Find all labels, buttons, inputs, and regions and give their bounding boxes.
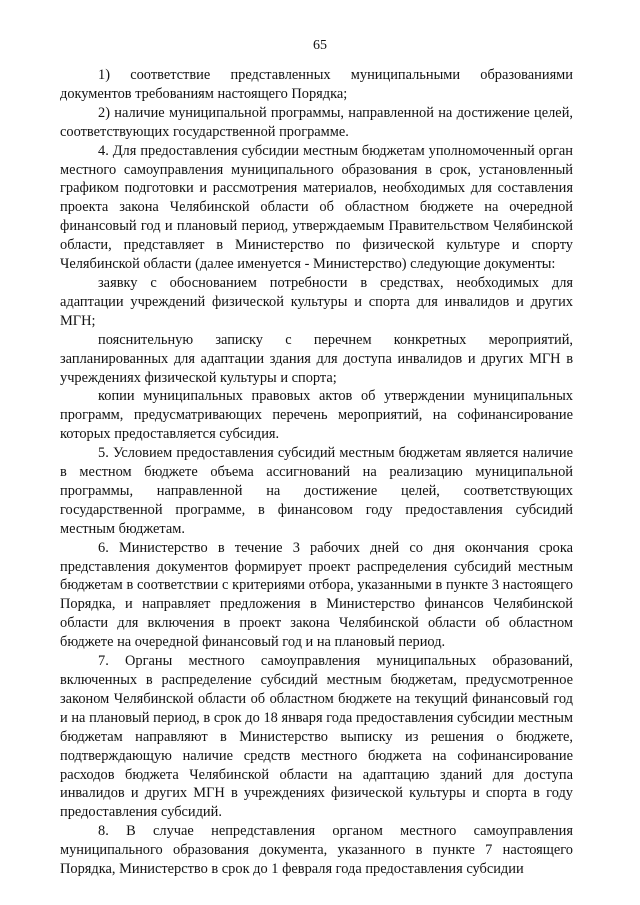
paragraph-clause-4: 4. Для предоставления субсидии местным бюджетам уполномоченный орган местного самоуправления муниципального образования в срок, установленный графиком подготовки и рассмотрения материалов, необходимых для составления проекта закона Челябинской области об областном бюджете на очередной финансовый год и плановый период, утверждаемым Правительством Челябинской области, представляет в Министерство по физической культуре и спорту Челябинской области (далее именуется - Министерство) следующие документы: bbox=[60, 142, 573, 273]
paragraph-item-1: 1) соответствие представленных муниципальными образованиями документов требованиям настоящего Порядка; bbox=[60, 67, 573, 102]
paragraph-document-application: заявку с обоснованием потребности в средствах, необходимых для адаптации учреждений физической культуры и спорта для инвалидов и других МГН; bbox=[60, 274, 573, 329]
paragraph-clause-5: 5. Условием предоставления субсидий местным бюджетам является наличие в местном бюджете объема ассигнований на реализацию муниципальной программы, направленной на достижение целей, соответствующих государственной программе, в финансовом году предоставления субсидий местным бюджетам. bbox=[60, 445, 573, 537]
paragraph-clause-6: 6. Министерство в течение 3 рабочих дней со дня окончания срока представления документов формирует проект распределения субсидий местным бюджетам в соответствии с критериями отбора, указанными в пункте 3 настоящего Порядка, и направляет предложения в Министерство финансов Челябинской области для включения в проект закона Челябинской области об областном бюджете на очередной финансовый год и на плановый период. bbox=[60, 539, 573, 651]
paragraph-item-2: 2) наличие муниципальной программы, направленной на достижение целей, соответствующих государственной программе. bbox=[60, 104, 573, 140]
document-body bbox=[60, 66, 573, 879]
paragraph-clause-7: 7. Органы местного самоуправления муниципальных образований, включенных в распределение субсидий местным бюджетам, предусмотренное законом Челябинской области об областном бюджете на текущий финансовый год и на плановый период, в срок до 18 января года предоставления субсидии местным бюджетам направляют в Министерство выписку из решения о бюджете, подтверждающую наличие средств местного бюджета на софинансирование расходов бюджета Челябинской области на адаптацию зданий для доступа инвалидов и других МГН в учреждениях физической культуры и спорта в году предоставления субсидий. bbox=[60, 653, 573, 821]
paragraph-document-explanatory-note: пояснительную записку с перечнем конкретных мероприятий, запланированных для адаптации здания для доступа инвалидов и других МГН в учреждениях физической культуры и спорта; bbox=[60, 331, 573, 386]
paragraph-document-legal-acts: копии муниципальных правовых актов об утверждении муниципальных программ, предусматривающих перечень мероприятий, на софинансирование которых предоставляется субсидия. bbox=[60, 388, 573, 443]
paragraph-clause-8: 8. В случае непредставления органом местного самоуправления муниципального образования документа, указанного в пункте 7 настоящего Порядка, Министерство в срок до 1 февраля года предоставления субсидии bbox=[60, 823, 573, 878]
page-number: 65 bbox=[313, 38, 327, 53]
